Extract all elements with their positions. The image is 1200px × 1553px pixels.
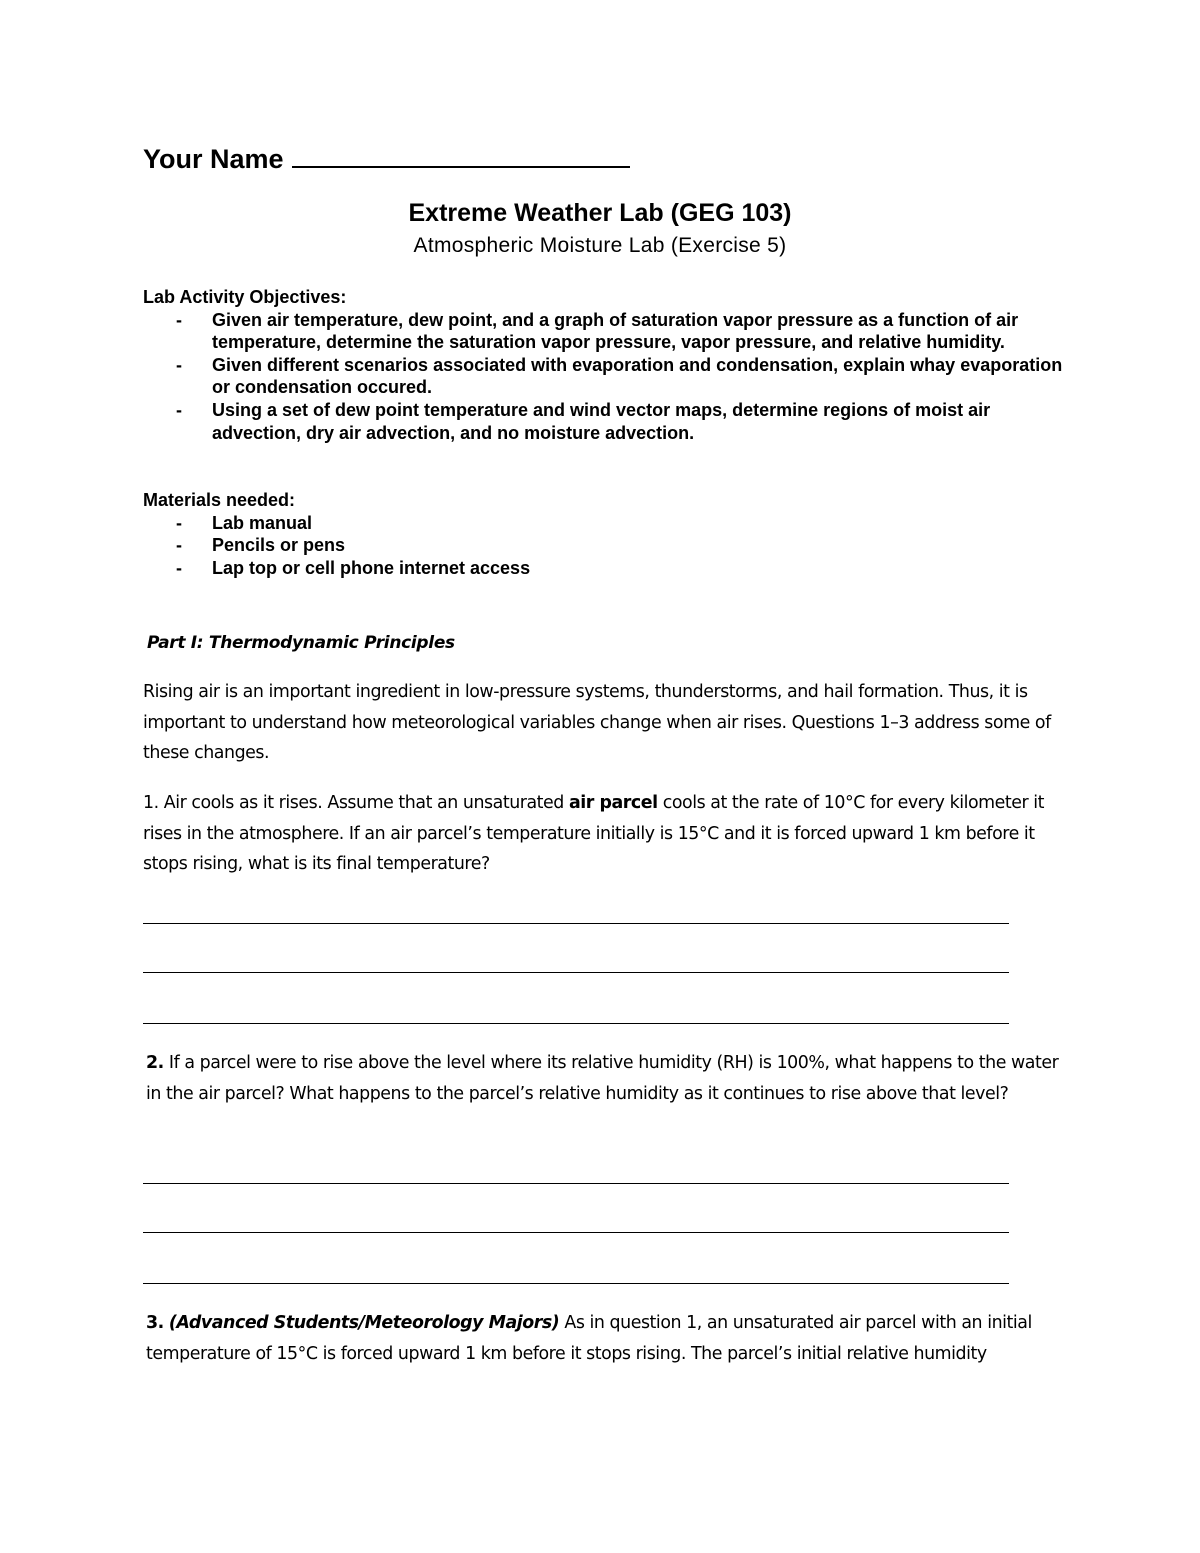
bullet-dash: - <box>176 309 182 330</box>
material-item <box>143 557 1063 580</box>
answer-line[interactable] <box>143 1232 1009 1233</box>
objective-item <box>143 309 1063 354</box>
objective-item <box>143 354 1063 399</box>
question-2 <box>146 1048 1076 1109</box>
bullet-dash: - <box>176 354 182 375</box>
question-1-bold-term: air parcel <box>568 793 658 813</box>
question-1 <box>143 788 1073 880</box>
objective-text: Given different scenarios associated with evaporation and condensation, explain whay evaporation or condensation occured. <box>212 354 1063 398</box>
lab-subtitle: Atmospheric Moisture Lab (Exercise 5) <box>413 234 787 257</box>
question-3 <box>146 1308 1076 1369</box>
objectives-section <box>143 286 1063 444</box>
question-3-qualifier: (Advanced Students/Meteorology Majors) <box>168 1313 560 1333</box>
objective-item <box>143 399 1063 444</box>
objectives-heading: Lab Activity Objectives: <box>143 287 347 307</box>
material-text: Pencils or pens <box>212 535 346 556</box>
bullet-dash: - <box>176 512 182 533</box>
answer-line[interactable] <box>143 1183 1009 1184</box>
objectives-list <box>143 309 1063 445</box>
material-text: Lab manual <box>212 512 313 533</box>
question-1-text-end: cools at the rate of 10°C for every kilometer it rises in the atmosphere. If an air parcel’s temperature initially is 15°C and it is forced upward 1 km before it stops rising, what is its final temperature? <box>143 793 1045 874</box>
question-3-text: As in question 1, an unsaturated air parcel with an initial temperature of 15°C is forced upward 1 km before it stops rising. The parcel’s initial relative humidity <box>146 1313 1032 1364</box>
material-item <box>143 512 1063 535</box>
bullet-dash: - <box>176 399 182 420</box>
question-1-text-start: 1. Air cools as it rises. Assume that an unsaturated <box>143 793 569 813</box>
name-blank-line[interactable] <box>292 140 630 168</box>
answer-line[interactable] <box>143 923 1009 924</box>
material-text: Lap top or cell phone internet access <box>212 557 531 578</box>
question-2-text: If a parcel were to rise above the level where its relative humidity (RH) is 100%, what happens to the water in the air parcel? What happens to the parcel’s relative humidity as it continues to rise above that level? <box>146 1053 1059 1104</box>
materials-section <box>143 489 1063 579</box>
lab-title: Extreme Weather Lab (GEG 103) <box>408 199 792 227</box>
answer-line[interactable] <box>143 1023 1009 1024</box>
name-label: Your Name <box>143 144 284 174</box>
question-3-number: 3. <box>146 1313 164 1333</box>
materials-heading: Materials needed: <box>143 490 296 510</box>
answer-line[interactable] <box>143 1283 1009 1284</box>
part-title: Part I: Thermodynamic Principles <box>147 633 455 653</box>
bullet-dash: - <box>176 557 182 578</box>
objective-text: Using a set of dew point temperature and wind vector maps, determine regions of moist air advection, dry air advection, and no moisture advection. <box>212 399 991 443</box>
answer-line[interactable] <box>143 972 1009 973</box>
objective-text: Given air temperature, dew point, and a graph of saturation vapor pressure as a function of air temperature, determine the saturation vapor pressure, vapor pressure, and relative humidity. <box>212 309 1019 353</box>
name-field-row <box>143 140 630 175</box>
part-intro-paragraph: Rising air is an important ingredient in low-pressure systems, thunderstorms, and hail formation. Thus, it is important to understand how meteorological variables change when air rises. Questions 1–3 address some of these changes. <box>143 682 1051 763</box>
question-2-number: 2. <box>146 1053 164 1073</box>
material-item <box>143 534 1063 557</box>
materials-list <box>143 512 1063 580</box>
bullet-dash: - <box>176 535 182 556</box>
